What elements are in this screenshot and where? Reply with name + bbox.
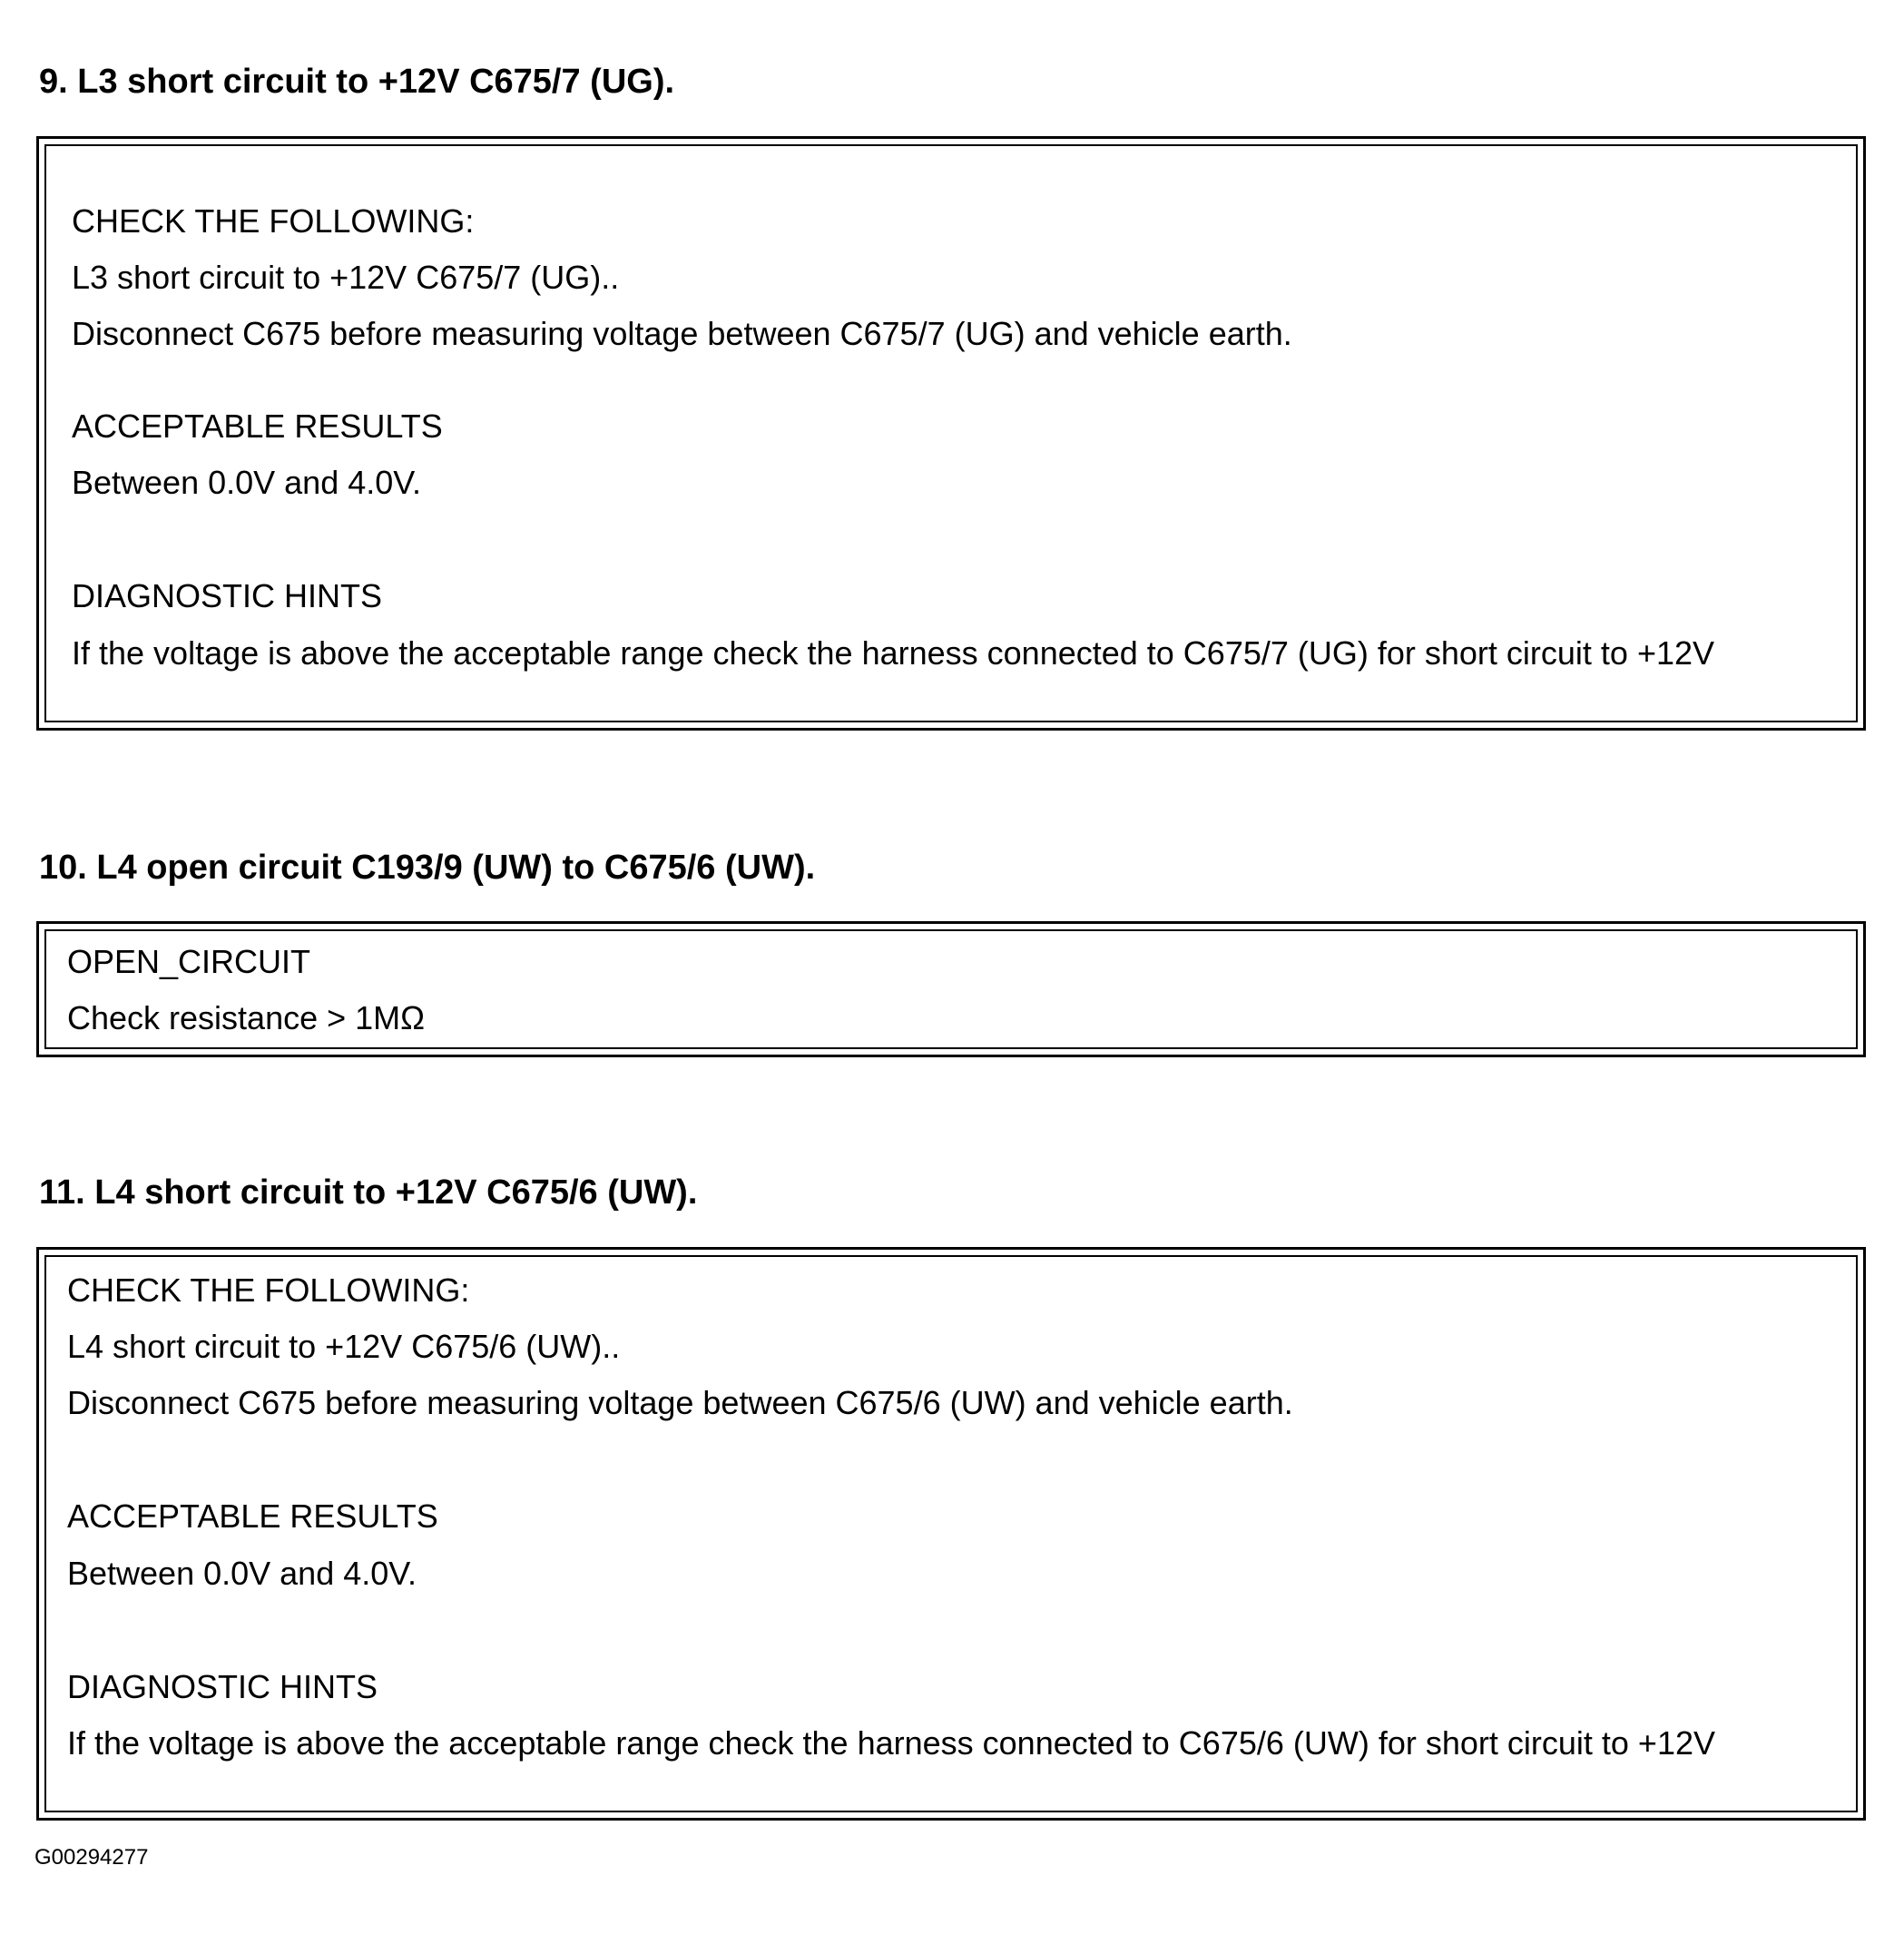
section-10-box-inner (44, 929, 1858, 1049)
section-11-box-inner (44, 1255, 1858, 1812)
check-instruction: Disconnect C675 before measuring voltage between C675/6 (UW) and vehicle earth. (67, 1384, 1293, 1421)
section-9-heading: 9. L3 short circuit to +12V C675/7 (UG). (39, 63, 675, 101)
section-10-heading: 10. L4 open circuit C193/9 (UW) to C675/6 (UW). (39, 849, 816, 887)
diagnostic-hints-text: If the voltage is above the acceptable range check the harness connected to C675/7 (UG) for short circuit to +12V (72, 634, 1715, 672)
acceptable-results-label: ACCEPTABLE RESULTS (67, 1497, 438, 1535)
section-10-box (36, 921, 1866, 1057)
check-instruction: Disconnect C675 before measuring voltage between C675/7 (UG) and vehicle earth. (72, 315, 1292, 352)
section-9-box-inner (44, 144, 1858, 722)
check-following-label: CHECK THE FOLLOWING: (72, 202, 475, 240)
acceptable-results-value: Between 0.0V and 4.0V. (72, 464, 421, 501)
diagnostic-hints-label: DIAGNOSTIC HINTS (72, 577, 383, 614)
open-circuit-label: OPEN_CIRCUIT (67, 943, 311, 980)
section-9-box (36, 136, 1866, 731)
section-11-heading: 11. L4 short circuit to +12V C675/6 (UW). (39, 1173, 698, 1212)
check-following-label: CHECK THE FOLLOWING: (67, 1271, 470, 1309)
section-11-box (36, 1247, 1866, 1821)
figure-id: G00294277 (34, 1845, 149, 1870)
diagnostic-hints-label: DIAGNOSTIC HINTS (67, 1668, 378, 1705)
resistance-check: Check resistance > 1MΩ (67, 999, 426, 1036)
check-item: L3 short circuit to +12V C675/7 (UG).. (72, 259, 620, 296)
check-item: L4 short circuit to +12V C675/6 (UW).. (67, 1328, 621, 1365)
acceptable-results-value: Between 0.0V and 4.0V. (67, 1555, 417, 1592)
acceptable-results-label: ACCEPTABLE RESULTS (72, 407, 443, 445)
diagnostic-hints-text: If the voltage is above the acceptable range check the harness connected to C675/6 (UW) for short circuit to +12V (67, 1724, 1716, 1762)
